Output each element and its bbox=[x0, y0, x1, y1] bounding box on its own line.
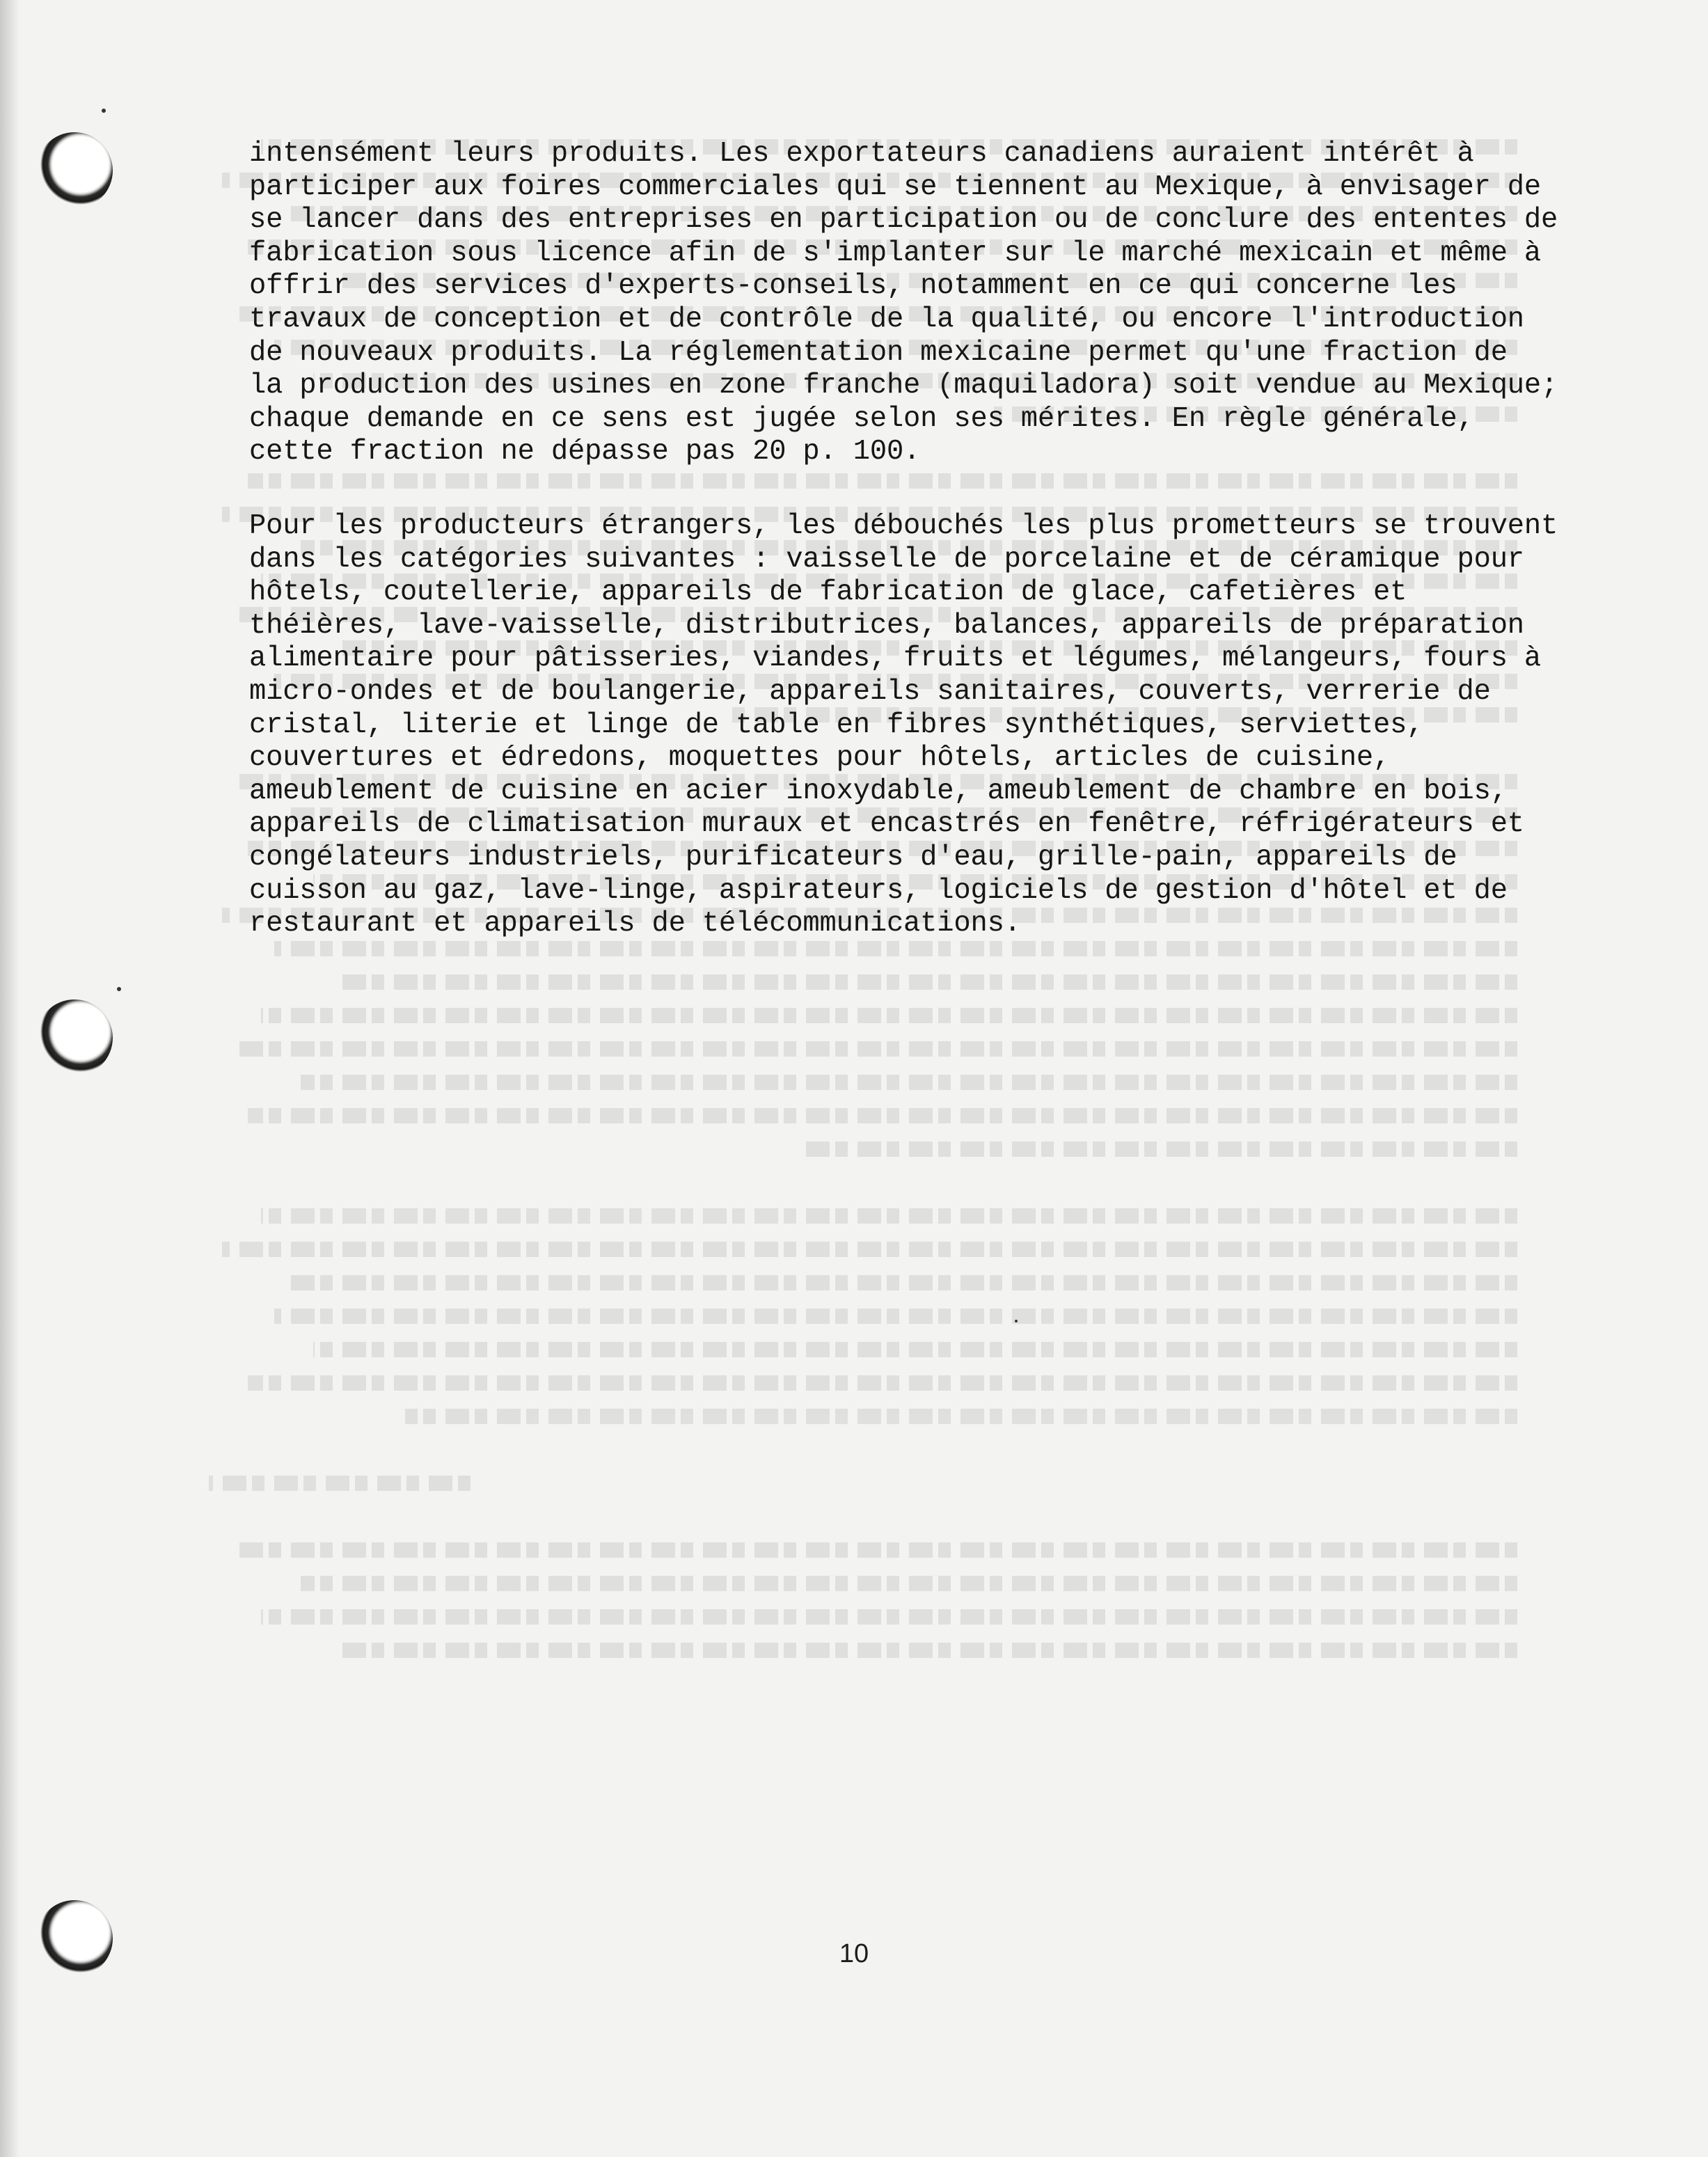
binder-hole-middle bbox=[36, 1000, 113, 1076]
scan-speck bbox=[117, 987, 121, 991]
scan-speck bbox=[102, 109, 106, 113]
binder-hole-top bbox=[36, 132, 113, 209]
body-paragraph-1: intensément leurs produits. Les exportateurs canadiens auraient intérêt à participer aux foires commerciales qui se tiennent au Mexique, à envisager de se lancer dans des entreprises en participation ou de conclure des ententes de fabrication sous licence afin de s'implanter sur le marché mexicain et même à offrir des services d'experts-conseils, notamment en ce qui concerne les travaux de conception et de contrôle de la qualité, ou encore l'introduction de nouveaux produits. La réglementation mexicaine permet qu'une fraction de la production des usines en zone franche (maquiladora) soit vendue au Mexique; chaque demande en ce sens est jugée selon ses mérites. En règle générale, cette fraction ne dépasse pas 20 p. 100. bbox=[249, 138, 1558, 468]
page-number: 10 bbox=[839, 1939, 869, 1968]
body-paragraph-2: Pour les producteurs étrangers, les débouchés les plus prometteurs se trouvent dans les catégories suivantes : vaisselle de porcelaine et de céramique pour hôtels, coutellerie, appareils de fabrication de glace, cafetières et théières, lave-vaisselle, distributrices, balances, appareils de préparation alimentaire pour pâtisseries, viandes, fruits et légumes, mélangeurs, fours à micro-ondes et de boulangerie, appareils sanitaires, couverts, verrerie de cristal, literie et linge de table en fibres synthétiques, serviettes, couvertures et édredons, moquettes pour hôtels, articles de cuisine, ameublement de cuisine en acier inoxydable, ameublement de chambre en bois, appareils de climatisation muraux et encastrés en fenêtre, réfrigérateurs et congélateurs industriels, purificateurs d'eau, grille-pain, appareils de cuisson au gaz, lave-linge, aspirateurs, logiciels de gestion d'hôtel et de restaurant et appareils de télécommunications. bbox=[249, 510, 1558, 940]
scan-speck bbox=[1015, 1320, 1018, 1322]
